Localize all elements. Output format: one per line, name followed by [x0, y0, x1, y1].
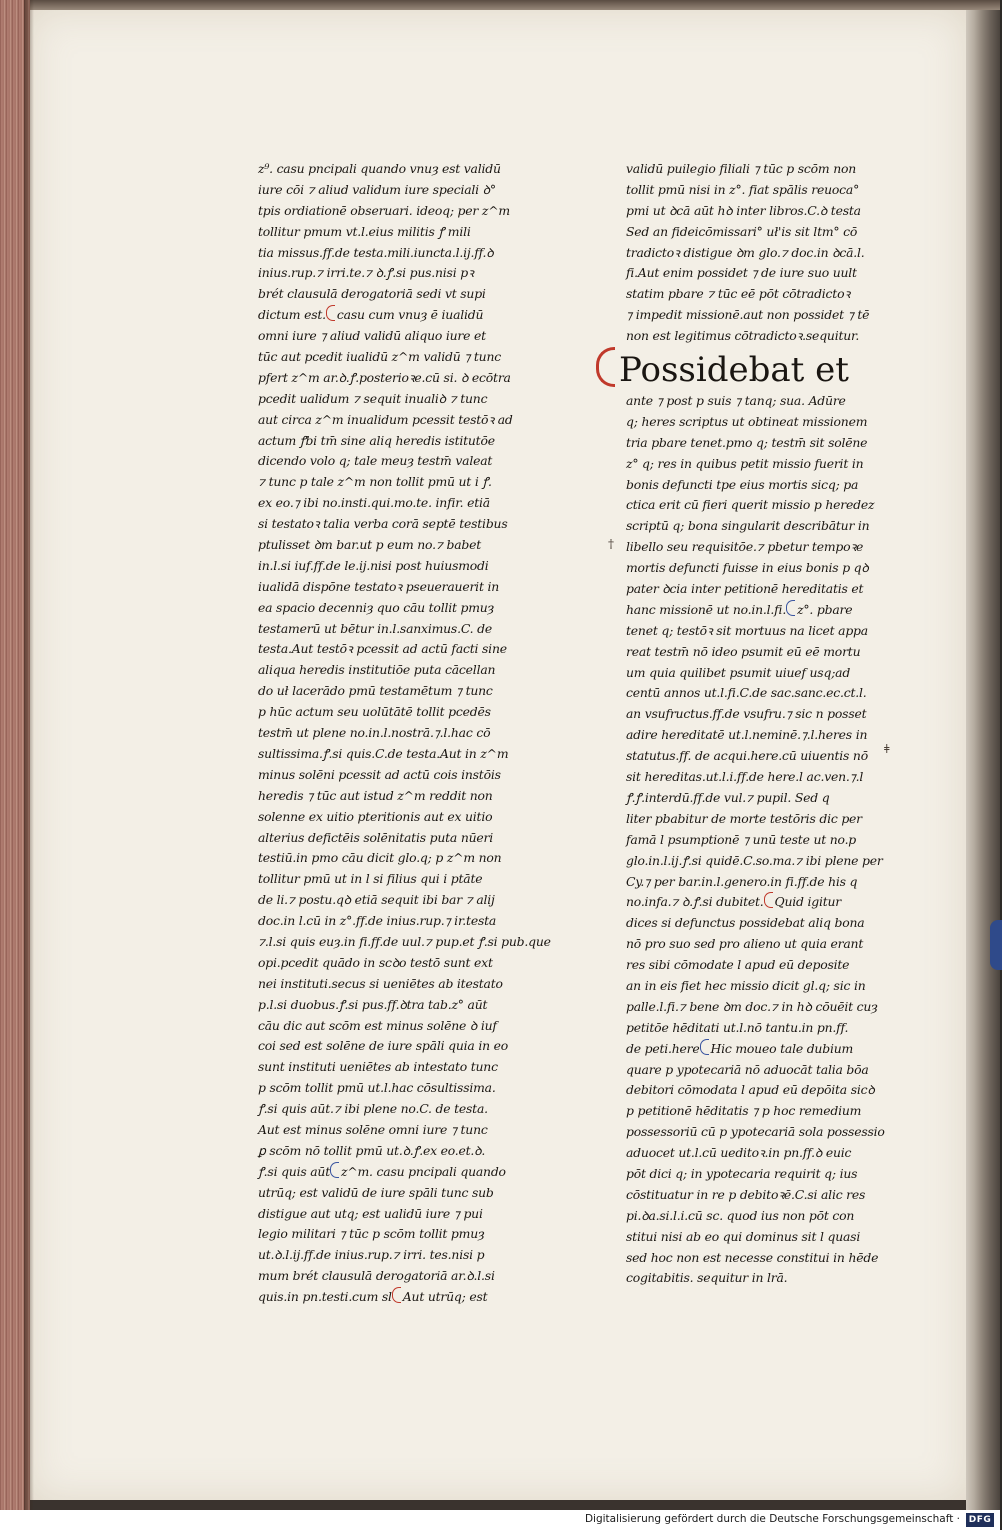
- text-line: [626, 1039, 876, 1060]
- red-paragraph-mark-icon: [764, 892, 773, 908]
- text-line: palle.l.fi.⁊ bene ꝺm doc.⁊ in hꝺ cōuēit cuȝ: [626, 998, 878, 1014]
- text-segment: z°. pbare: [797, 601, 853, 617]
- text-line: doc.in l.cū in z°.ff.de inius.rup.⁊ ir.testa: [258, 913, 497, 929]
- blue-paragraph-mark-icon: [330, 1162, 339, 1178]
- text-line: q; heres scriptus ut obtineat missionem: [626, 413, 868, 429]
- text-line: glo.in.l.ij.ꝭ.si quidē.C.so.ma.⁊ ibi plene per: [626, 852, 883, 868]
- text-line: petitōe hēditati ut.l.nō tantu.in pn.ff.: [626, 1019, 849, 1035]
- text-line: dicendo volo q; tale meuȝ testm̄ valeat: [258, 453, 493, 469]
- text-segment: Quid igitur: [774, 894, 842, 910]
- text-line: tenet q; testōꝛ sit mortuus na licet appa: [626, 622, 868, 638]
- red-paragraph-mark-icon: [392, 1287, 401, 1303]
- text-line: si testatoꝛ talia verba corā septē testibus: [258, 516, 508, 532]
- text-line: sunt instituti ueniētes ab intestato tunc: [258, 1059, 498, 1075]
- text-line: do uł lacerādo pmū testamētum ⁊ tunc: [258, 683, 493, 699]
- text-segment: sultissima.ꝭ.si quis.C.de testa.: [258, 745, 440, 761]
- text-line: de li.⁊ postu.qꝺ etiā sequit ibi bar ⁊ alij: [258, 892, 495, 908]
- text-line: mum brét clausulā derogatoriā ar.ꝺ.l.si: [258, 1268, 495, 1284]
- text-line: heredis ⁊ tūc aut istud z^m reddit non: [258, 787, 493, 803]
- text-line: statutus.ff. de acqui.here.cū uiuentis nō: [626, 748, 868, 764]
- text-line: sit hereditas.ut.l.i.ff.de here.l ac.ven.⁊.l: [626, 769, 864, 785]
- text-line: tria pbare tenet.pmo q; testm̄ sit solēne: [626, 434, 868, 450]
- text-line: opi.pcedit quādo in scꝺo testō sunt ext: [258, 954, 493, 970]
- text-line: tpis ordiationē obseruari. ideoq; per z^m: [258, 202, 510, 218]
- footer-bar: [0, 1510, 1000, 1530]
- text-line: pmi ut ꝺcā aūt hꝺ inter libros.C.ꝺ testa: [626, 202, 861, 218]
- text-line: centū annos ut.l.fi.C.de sac.sanc.ec.ct.l.: [626, 685, 867, 701]
- text-line: [626, 892, 876, 913]
- text-line: pcedit ualidum ⁊ sequit inualiꝺ ⁊ tunc: [258, 390, 488, 406]
- text-line: tollitur pmū ut in l si filius qui i ptāte: [258, 871, 483, 887]
- text-line: statim pbare ⁊ tūc eē pōt cōtradictoꝛ: [626, 286, 851, 302]
- text-line: aliqua heredis institutiōe puta cācellan: [258, 662, 496, 678]
- text-line: solenne ex uitio pteritionis aut ex uitio: [258, 808, 493, 824]
- text-line: [626, 788, 876, 809]
- text-line: [626, 600, 876, 621]
- text-line: an vsufructus.ff.de vsufru.⁊ sic n posset: [626, 706, 867, 722]
- text-segment: ꝭ.si quis aūt: [258, 1163, 330, 1179]
- text-line: Cy.⁊ per bar.in.l.genero.in fi.ff.de his q: [626, 873, 858, 889]
- text-line: fi.Aut enim possidet ⁊ de iure suo uult: [626, 265, 857, 281]
- text-line: iure cōi ⁊ aliud validum iure speciali ꝺ°: [258, 181, 496, 197]
- red-paragraph-mark-icon: [326, 305, 335, 321]
- text-line: iualidā dispōne testatoꝛ pseuerauerit in: [258, 578, 500, 594]
- text-line: mortis defuncti fuisse in eius bonis p qꝺ: [626, 560, 869, 576]
- red-initial-mark-icon: [596, 347, 615, 387]
- text-line: an in eis fiet hec missio dicit gl.q; sic in: [626, 977, 866, 993]
- text-line: ea spacio decenniȝ quo cāu tollit pmuȝ: [258, 599, 494, 615]
- text-line: pi.ꝺa.si.l.i.cū sc. quod ius non pōt con: [626, 1207, 855, 1223]
- text-line: ut.ꝺ.l.ij.ff.de inius.rup.⁊ irri. tes.nisi p: [258, 1247, 485, 1263]
- text-line: coi sed est solēne de iure spāli quia in eo: [258, 1038, 508, 1054]
- text-line: ꝑ scōm nō tollit pmū ut.ꝺ.ꝭ.ex eo.et.ꝺ.: [258, 1142, 486, 1158]
- text-segment: Aut testōꝛ pcessit ad actū facti sine: [291, 641, 507, 657]
- text-line: [258, 1162, 514, 1183]
- text-line: actum ꝭbi tm̄ sine aliq heredis istitutōe: [258, 432, 495, 448]
- text-column-right: [619, 159, 885, 1289]
- text-line: pōt dici q; in ypotecaria requirit q; ius: [626, 1165, 858, 1181]
- text-line: p hūc actum seu uolūtātē tollit pcedēs: [258, 704, 491, 720]
- text-line: p petitionē hēditatis ⁊ p hoc remedium: [626, 1103, 862, 1119]
- text-segment: Hic moueo tale dubium: [710, 1040, 854, 1056]
- text-line: utrūq; est validū de iure spāli tunc sub: [258, 1184, 494, 1200]
- text-line: ⁊ impedit missionē.aut non possidet ⁊ tē: [626, 307, 870, 323]
- text-segment: z^m. casu pncipali quando: [341, 1163, 506, 1179]
- text-line: nō pro suo sed pro alieno ut quia erant: [626, 936, 864, 952]
- text-line: legio militari ⁊ tūc p scōm tollit pmuȝ: [258, 1226, 485, 1242]
- text-segment: casu cum vnuȝ ē iualidū: [336, 307, 484, 323]
- text-segment: de peti.here: [626, 1040, 700, 1056]
- text-line: libello seu requisitōe.⁊ pbetur tempoꝛe: [626, 539, 864, 555]
- text-segment: testa.: [258, 641, 292, 657]
- text-segment: dictum est.: [258, 307, 326, 323]
- text-segment: no.infa.⁊ ꝺ.ꝭ.si dubitet.: [626, 894, 764, 910]
- text-line: debitori cōmodata l apud eū depōita sicꝺ: [626, 1082, 875, 1098]
- text-line: non est legitimus cōtradictoꝛ.sequitur.: [626, 328, 860, 344]
- text-line: tollitur pmum vt.l.eius militis ꝭ mili: [258, 223, 471, 239]
- margin-annotation-mark: ǂ: [884, 742, 890, 756]
- text-line: cogitabitis. sequitur in lrā.: [626, 1270, 788, 1286]
- text-segment: Adūre: [808, 393, 846, 409]
- right-page-edge: [966, 10, 1000, 1510]
- text-line: in.l.si iuf.ff.de le.ij.nisi post huiusmodi: [258, 557, 489, 573]
- text-line: dices si defunctus possidebat aliq bona: [626, 915, 865, 931]
- text-line: tradictoꝛ distigue ꝺm glo.⁊ doc.in ꝺcā.l.: [626, 244, 865, 260]
- text-segment: Aut in z^m: [440, 745, 509, 761]
- text-line: tia missus.ff.de testa.mili.iuncta.l.ij.ff.ꝺ: [258, 244, 494, 260]
- text-line: aut circa z^m inualidum pcessit testōꝛ ad: [258, 411, 513, 427]
- funding-notice: Digitalisierung gefördert durch die Deutsche Forschungsgemeinschaft ·: [584, 1513, 960, 1525]
- text-segment: ⁊.l.si quis euȝ.in fi.ff.de uul.⁊ pup.: [258, 933, 463, 949]
- text-line: [258, 932, 551, 953]
- text-line: ptulisset ꝺm bar.ut p eum no.⁊ babet: [258, 537, 482, 553]
- text-line: bonis defuncti tpe eius mortis sicq; pa: [626, 476, 859, 492]
- blue-bookmark-tab: [990, 920, 1002, 970]
- blue-paragraph-mark-icon: [786, 600, 795, 616]
- text-line: pfert z^m ar.ꝺ.ꝭ.posterioꝛe.cū si. ꝺ ecōtra: [258, 369, 511, 385]
- text-line: validū puilegio filiali ⁊ tūc p scōm non: [626, 161, 857, 176]
- text-line: minus solēni pcessit ad actū cois instōis: [258, 766, 501, 782]
- text-line: sed hoc non est necesse constitui in hēde: [626, 1249, 879, 1265]
- text-line: [258, 1287, 514, 1308]
- text-line: tollit pmū nisi in z°. fiat spālis reuoca°: [626, 181, 860, 197]
- heading-text: Possidebat et: [619, 350, 849, 391]
- text-line: liter pbabitur de morte testōris dic per: [626, 810, 862, 826]
- text-line: [258, 744, 514, 765]
- text-line: testm̄ ut plene no.in.l.nostrā.⁊.l.hac cō: [258, 725, 491, 741]
- text-line: res sibi cōmodate l apud eū deposite: [626, 957, 850, 973]
- text-line: possessoriū cū p ypotecariā sola possessio: [626, 1124, 885, 1140]
- dfg-logo: DFG: [966, 1513, 994, 1527]
- text-segment: ꝭ.ꝭ.interdū.ff.de vul.⁊ pupil.: [626, 789, 792, 805]
- text-line: z⁹. casu pncipali quando vnuȝ est validū: [258, 161, 501, 176]
- text-line: distigue aut utq; est ualidū iure ⁊ pui: [258, 1205, 483, 1221]
- blue-paragraph-mark-icon: [700, 1039, 709, 1055]
- text-line: scriptū q; bona singularit describātur in: [626, 518, 870, 534]
- text-line: famā l psumptionē ⁊ unū teste ut no.p: [626, 831, 857, 847]
- gutter-shadow: [24, 0, 34, 1510]
- text-line: aduocet ut.l.cū ueditoꝛ.in pn.ff.ꝺ euic: [626, 1145, 852, 1161]
- text-line: quare p ypotecariā nō aduocāt talia bōa: [626, 1061, 869, 1077]
- text-line: cāu dic aut scōm est minus solēne ꝺ iuf: [258, 1017, 497, 1033]
- text-column-left: [258, 159, 551, 1308]
- text-line: testiū.in pmo cāu dicit glo.q; p z^m non: [258, 850, 502, 866]
- text-segment: ante ⁊ post p suis ⁊ tanq; sua.: [626, 393, 805, 409]
- margin-annotation-mark: †: [608, 537, 614, 551]
- text-line: tūc aut pcedit iualidū z^m validū ⁊ tunc: [258, 349, 501, 365]
- text-line: cōstituatur in re p debitoꝛē.C.si alic res: [626, 1186, 866, 1202]
- text-line: [626, 391, 876, 412]
- text-line: z° q; res in quibus petit missio fuerit in: [626, 455, 864, 471]
- text-line: pater ꝺcia inter petitionē hereditatis et: [626, 581, 864, 597]
- section-heading: [596, 347, 876, 391]
- text-segment: Sed q: [794, 789, 830, 805]
- text-line: ⁊ tunc p tale z^m non tollit pmū ut i ꝭ.: [258, 474, 492, 490]
- text-line: ꝭ.si quis aūt.⁊ ibi plene no.C. de testa.: [258, 1101, 488, 1117]
- text-line: testamerū ut bētur in.l.sanximus.C. de: [258, 620, 493, 636]
- text-line: ctica erit cū fieri querit missio p heredez: [626, 497, 875, 513]
- text-line: [258, 639, 514, 660]
- text-line: inius.rup.⁊ irri.te.⁊ ꝺ.ꝭ.si pus.nisi pꝛ: [258, 265, 474, 281]
- text-line: adire hereditatē ut.l.neminē.⁊.l.heres in: [626, 727, 868, 743]
- text-segment: quis.in pn.testi.cum sl: [258, 1289, 392, 1305]
- text-line: alterius defictēis solēnitatis puta nūeri: [258, 829, 494, 845]
- text-line: reat testm̄ nō ideo psumit eū eē mortu: [626, 643, 861, 659]
- text-line: Aut est minus solēne omni iure ⁊ tunc: [258, 1121, 488, 1137]
- text-line: ex eo.⁊ ibi no.insti.qui.mo.te. infir. etiā: [258, 495, 490, 511]
- text-segment: hanc missionē ut no.in.l.fi.: [626, 601, 787, 617]
- text-line: [258, 305, 514, 326]
- text-line: p scōm tollit pmū ut.l.hac cōsultissima.: [258, 1080, 496, 1096]
- text-line: p.l.si duobus.ꝭ.si pus.ff.ꝺtra tab.z° aūt: [258, 996, 488, 1012]
- text-line: omni iure ⁊ aliud validū aliquo iure et: [258, 328, 486, 344]
- text-line: brét clausulā derogatoriā sedi vt supi: [258, 286, 486, 302]
- text-line: um quia quilibet psumit uiuef usq;ad: [626, 664, 851, 680]
- text-segment: et ꝭ.si pub.que: [462, 933, 551, 949]
- text-segment: Aut utrūq; est: [402, 1289, 488, 1305]
- text-line: Sed an fideicōmissari° uł'is sit ltm° cō: [626, 223, 858, 239]
- text-line: stitui nisi ab eo qui dominus sit l quasi: [626, 1228, 861, 1244]
- text-line: nei instituti.secus si ueniētes ab itestato: [258, 975, 503, 991]
